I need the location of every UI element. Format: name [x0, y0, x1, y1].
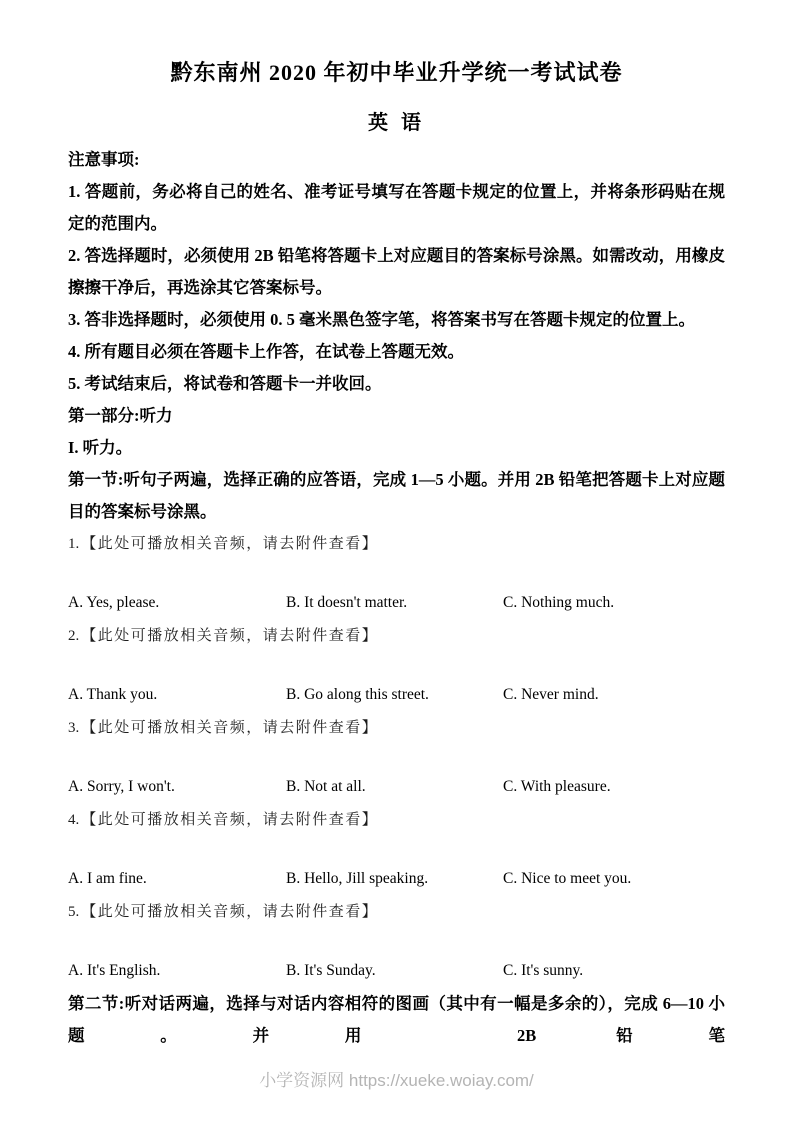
- question-4-options: [68, 868, 725, 890]
- notice-heading: 注意事项:: [68, 150, 140, 169]
- option-c: C. Nothing much.: [503, 594, 615, 611]
- option-c: C. Nice to meet you.: [503, 870, 632, 887]
- question-4-audio-line: [68, 804, 725, 836]
- question-number: 4.: [68, 812, 80, 828]
- question-1-options: [68, 592, 725, 614]
- option-b: B. Hello, Jill speaking.: [286, 870, 429, 887]
- audio-placeholder: 【此处可播放相关音频，请去附件查看】: [81, 628, 379, 644]
- option-b: B. Not at all.: [286, 778, 366, 795]
- notice-item-4: 4. 所有题目必须在答题卡上作答，在试卷上答题无效。: [68, 342, 464, 361]
- exam-paper-page: [68, 0, 725, 1122]
- section2-intro: 第二节:听对话两遍，选择与对话内容相符的图画（其中有一幅是多余的），完成 6—10 小题。并用 2B 铅笔: [68, 994, 725, 1045]
- option-b: B. It doesn't matter.: [286, 594, 408, 611]
- audio-placeholder: 【此处可播放相关音频，请去附件查看】: [81, 720, 379, 736]
- option-c: C. Never mind.: [503, 686, 599, 703]
- notice-item-2: 2. 答选择题时，必须使用 2B 铅笔将答题卡上对应题目的答案标号涂黑。如需改动，用橡皮擦擦干净后，再选涂其它答案标号。: [68, 246, 725, 297]
- question-number: 2.: [68, 628, 80, 644]
- audio-placeholder: 【此处可播放相关音频，请去附件查看】: [81, 904, 379, 920]
- notice-item-1: 1. 答题前，务必将自己的姓名、准考证号填写在答题卡规定的位置上，并将条形码贴在规定的范围内。: [68, 182, 725, 233]
- question-number: 1.: [68, 536, 80, 552]
- question-3-options: [68, 776, 725, 798]
- option-c: C. It's sunny.: [503, 962, 584, 979]
- option-a: A. Thank you.: [68, 686, 158, 703]
- option-a: A. I am fine.: [68, 870, 147, 887]
- question-3-audio-line: [68, 712, 725, 744]
- notice-item-3: 3. 答非选择题时，必须使用 0. 5 毫米黑色签字笔，将答案书写在答题卡规定的位置上。: [68, 310, 695, 329]
- question-5-options: [68, 960, 725, 982]
- question-5-audio-line: [68, 896, 725, 928]
- question-number: 3.: [68, 720, 80, 736]
- option-a: A. Yes, please.: [68, 594, 160, 611]
- question-2-audio-line: [68, 620, 725, 652]
- part1-heading: 第一部分:听力: [68, 406, 173, 425]
- question-1-audio-line: [68, 528, 725, 560]
- question-number: 5.: [68, 904, 80, 920]
- audio-placeholder: 【此处可播放相关音频，请去附件查看】: [81, 812, 379, 828]
- option-b: B. Go along this street.: [286, 686, 429, 703]
- option-a: A. Sorry, I won't.: [68, 778, 175, 795]
- watermark-footer: 小学资源网 https://xueke.woiay.com/: [259, 1071, 534, 1090]
- question-2-options: [68, 684, 725, 706]
- listening-heading: I. 听力。: [68, 438, 133, 457]
- paper-subject: 英 语: [368, 112, 425, 134]
- notice-item-5: 5. 考试结束后，将试卷和答题卡一并收回。: [68, 374, 382, 393]
- audio-placeholder: 【此处可播放相关音频，请去附件查看】: [81, 536, 379, 552]
- section1-intro: 第一节:听句子两遍，选择正确的应答语，完成 1—5 小题。并用 2B 铅笔把答题卡上对应题目的答案标号涂黑。: [68, 470, 725, 521]
- option-a: A. It's English.: [68, 962, 161, 979]
- paper-title: 黔东南州 2020 年初中毕业升学统一考试试卷: [170, 60, 623, 85]
- option-b: B. It's Sunday.: [286, 962, 376, 979]
- option-c: C. With pleasure.: [503, 778, 611, 795]
